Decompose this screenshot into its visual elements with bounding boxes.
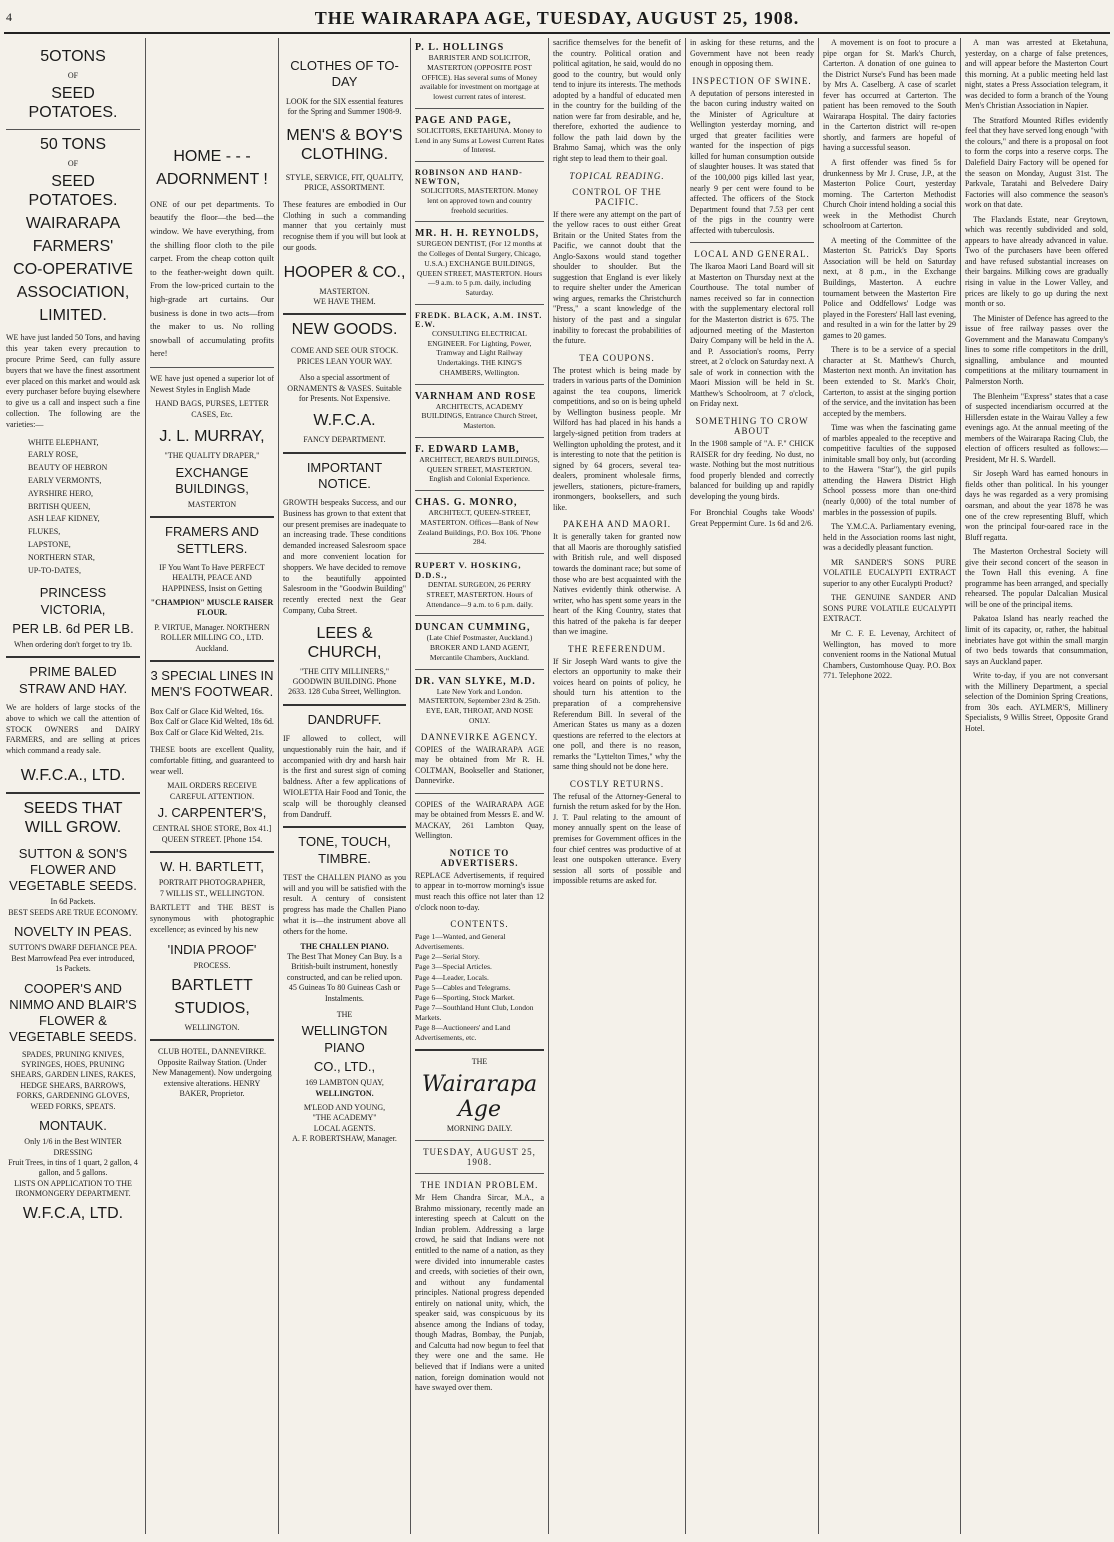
ad-firm: FARMERS' [32,237,114,255]
variety-item: BRITISH QUEEN, [28,501,91,511]
section-heading: CONTENTS. [450,919,509,930]
ad-heading: HOME - - - [173,148,251,165]
flag-subtitle: MORNING DAILY. [446,1123,513,1133]
ad-firm: W.F.C.A., LTD. [20,766,126,784]
variety-item: NORTHERN STAR, [28,552,95,562]
ad-text: 1s Packets. [55,964,91,974]
ad-firm: LIMITED. [39,306,107,324]
variety-item: LAPSTONE, [28,539,71,549]
article-body: in asking for these returns, and the Government have not been ready enough in opposing them. [690,38,814,69]
ad-text: "THE ACADEMY" [312,1113,377,1123]
contents-item: Page 4—Leader, Locals. [415,972,489,982]
card-text: (Late Chief Postmaster, Auckland.) BROKER AND LAND AGENT, Mercantile Chambers, Auckland. [426,633,533,662]
ad-text: Also a special assortment of ORNAMENTS & VASES. Suitable for Presents. Not Expensive. [287,373,402,403]
article-body: sacrifice themselves for the benefit of the country. Political oration and political agitation, he said, would do no good to the country, but would only tend to injure its interests. The methods adopted by a handful of educated men in the country for the building of the nation were far from desirable, and he, therefore, exhorted the audience to follow the path laid down by the Brahmo Samaj, which was the only right step to lead them to their goal. [553,38,681,164]
article-title: COSTLY RETURNS. [569,778,665,789]
ad-heading: COOPER'S AND NIMMO AND BLAIR'S FLOWER & VEGETABLE SEEDS. [9,980,137,1045]
ad-firm: ASSOCIATION, [16,283,130,301]
card-name: P. L. HOLLINGS [415,42,505,53]
article-body: If there were any attempt on the part of the yellow races to oust either Great Britain or the United States from the Pacific, we cannot doubt that the Anglo-Saxons would stand together shoulder to shoulder. But the suggestion that England is ever likely to require shelter under the American wing argues, remarks the Christchurch "Press," a scant knowledge of the history of the past and a singular inability to forecast the probabilities of the future. [553,209,681,346]
ad-text: THE [336,1009,353,1019]
card-name: CHAS. G. MONRO, [415,497,518,508]
ad-text: P. VIRTUE, Manager. NORTHERN ROLLER MILLING CO., LTD. Auckland. [154,622,270,653]
column-divider [685,38,686,1534]
ad-product: THE CHALLEN PIANO. [300,941,389,951]
column-7 [823,38,956,1534]
ad-text: PORTRAIT PHOTOGRAPHER, [158,878,266,888]
flag-the: THE [471,1057,488,1067]
ad-text: EXCHANGE BUILDINGS, [175,464,249,496]
card-name: MR. H. H. REYNOLDS, [415,228,540,240]
ad-text: "THE QUALITY DRAPER," [164,451,260,461]
ad-heading: OF [67,158,79,168]
ad-firm: CO-OPERATIVE [13,260,133,278]
ad-firm: WAIRARAPA [25,215,121,233]
article-title: INSPECTION OF SWINE. [692,75,812,86]
column-4 [415,38,544,1534]
page-number: 4 [6,10,12,24]
dateline: TUESDAY, AUGUST 25, 1908. [423,1147,536,1168]
ad-firm: W.F.C.A. [313,412,376,430]
newspaper-flag: Wairarapa Age [421,1071,538,1122]
ad-heading: SEED POTATOES. [28,173,118,210]
ad-text: CLUB HOTEL, DANNEVIRKE. Opposite Railway Station. (Under New Management). Now undergoing extensive alterations. HENRY BAKER, Proprietor. [152,1047,272,1098]
article-body: Write to-day, if you are not conversant with the Millinery Department, a special selection of the Dominion Spring Creations, from 30s each. AYLMER'S, Millinery Specialists, 9 Willis Street, Opposite Grand Hotel. [965,671,1108,733]
ad-text: COME AND SEE OUR STOCK. PRICES LEAN YOUR WAY. [290,346,399,366]
card-name: F. EDWARD LAMB, [415,443,520,455]
boot-item: Box Calf or Glace Kid Welted, 21s. [150,728,264,738]
column-divider [410,38,411,1534]
article-body: A deputation of persons interested in the bacon curing industry waited on the Minister of Agriculture at Wellington yesterday morning, and urged that greater facilities were wanted for the inspection of pigs killed for human consumption outside of slaughter houses. It was stated that of the 100,000 pigs killed last year, nearly 9 per cent were found to be affected. The officers of the Stock Department found that 7.53 per cent of the pigs in the country were affected with tuberculosis. [690,88,814,235]
ad-firm: J. L. MURRAY, [159,428,265,446]
article-body: A first offender was fined 5s for drunkenness by Mr J. Cruse, J.P., at the Masterton Police Court, yesterday morning. The Carterton Methodist Church Choir intend holding a social this week in the Methodist Church schoolroom at Carterton. [823,158,956,231]
ad-heading: SUTTON & SON'S FLOWER AND VEGETABLE SEEDS. [9,845,137,894]
ad-text: MAIL ORDERS RECEIVE CAREFUL ATTENTION. [167,781,257,801]
article-body: Pakatoa Island has nearly reached the limit of its capacity, or, rather, the habitual inebriates have got within the small margin of two beds towards that consummation, says an Auckland paper. [965,614,1108,666]
card-name: PAGE AND PAGE, [415,114,512,126]
card-text: ARCHITECTS, ACADEMY BUILDINGS, Entrance Church Street, Masterton. [421,401,538,430]
article-title: PAKEHA AND MAORI. [563,519,671,530]
contents-item: Page 6—Sporting, Stock Market. [415,992,515,1002]
contents-item: Page 3—Special Articles. [415,962,492,972]
column-2 [150,38,274,1534]
ad-heading: 3 SPECIAL LINES IN MEN'S FOOTWEAR. [150,668,274,700]
ad-heading: SEED POTATOES. [28,85,118,122]
ad-text: Only 1/6 in the Best WINTER DRESSING [24,1137,122,1157]
variety-item: EARLY ROSE, [28,450,79,460]
ad-text: WELLINGTON. [315,1088,374,1098]
boot-item: Box Calf or Glace Kid Welted, 18s 6d. [150,717,274,727]
ad-text: LISTS ON APPLICATION TO THE IRONMONGERY DEPARTMENT. [14,1178,132,1199]
column-5 [553,38,681,1534]
card-text: SOLICITORS, MASTERTON. Money lent on approved town and country freehold securities. [420,186,539,215]
contents-item: Page 8—Auctioneers' and Land Advertisements, etc. [415,1023,511,1043]
card-text: SURGEON DENTIST, (For 12 months at the Colleges of Dental Surgery, Chicago, U.S.A.) EXCHANGE BUILDINGS, QUEEN STREET, MASTERTON. Hours—9 a.m. to 5 p.m. daily, including Saturday. [416,239,543,297]
column-divider [960,38,961,1534]
ad-heading: PRINCESS VICTORIA, [39,585,107,617]
ad-text: Fruit Trees, in tins of 1 quart, 2 gallon, 4 gallon, and 5 gallons. [8,1157,138,1178]
card-text: ARCHITECT, BEARD'S BUILDINGS, QUEEN STREET, MASTERTON. English and Colonial Experience. [419,454,540,484]
masthead-title: THE WAIRARAPA AGE, TUESDAY, AUGUST 25, 1908. [314,8,800,28]
article-title: CONTROL OF THE PACIFIC. [572,186,662,207]
ad-firm: HOOPER & CO., [283,263,406,281]
article-body: There is to be a service of a special character at St. Matthew's Church, Masterton next month. An invitation has been extended to St. Mark's Choir, Carterton, to assist at the singing portion of the service, and the invitation has been accepted by the members. [823,345,956,418]
ad-firm: WELLINGTON PIANO [301,1023,388,1055]
article-body: For Bronchial Coughs take Woods' Great Peppermint Cure. 1s 6d and 2/6. [690,508,814,528]
article-body: The Blenheim "Express" states that a case of suspected incendiarism occurred at the Hillersden estate in the Wairau Valley a few evenings ago. At the annual meeting of the members of the Wairarapa Racing Club, the election of officers resulted as follows:—President, Mr H. S. Wardell. [965,391,1108,464]
variety-item: EARLY VERMONTS, [28,475,102,485]
ad-text: LOCAL AGENTS. [313,1123,376,1133]
article-body: A meeting of the Committee of the Masterton St. Patrick's Day Sports Association will be held on Saturday next, at 8 p.m., in the Exchange Buildings, Masterton. A euchre tournament between the Masterton Fire Police and Oddfellows' Lodge was played in the Foresters' Hall last evening, and resulted in a win for the latter by 29 games to 20 games. [823,235,956,340]
ad-firm: W. H. BARTLETT, [160,859,264,875]
column-1 [6,38,140,1534]
ad-firm: J. CARPENTER'S, [157,805,267,821]
column-8 [965,38,1108,1534]
variety-item: ASH LEAF KIDNEY, [28,514,100,524]
ad-text: IF You Want To Have PERFECT HEALTH, PEACE AND HAPPINESS, Insist on Getting [159,562,265,593]
ad-text: GROWTH bespeaks Success, and our Business has grown to that extent that our present premises are inadequate to an increasing trade. These conditions demanded increased Salesroom space and more convenient location for shoppers. We have decided to remove to the beautifully appointed Salesroom in the "Goodwin Building" recently erected next the Gear Company, Cuba Street. [283,498,406,616]
ad-text: GOODWIN BUILDING. Phone 2633. 128 Cuba Street, Wellington. [288,676,401,697]
ad-text: When ordering don't forget to try 1b. [14,640,132,650]
card-text: ARCHITECT, QUEEN-STREET, MASTERTON. Offices—Bank of New Zealand Buildings, P.O. Box 106. 'Phone 284. [418,508,541,547]
card-text: BARRISTER AND SOLICITOR, MASTERTON (OPPOSITE POST OFFICE). Has several sums of Money available for investment on mortgage at lowest current rates of interest. [419,53,540,101]
contents-item: Page 7—Southland Hunt Club, London Markets. [415,1002,534,1023]
ad-text: 7 WILLIS ST., WELLINGTON. [159,888,265,898]
article-body: MR SANDER'S SONS PURE VOLATILE EUCALYPTI EXTRACT superior to any other Eucalypti Product? [823,557,956,588]
ad-text: PROCESS. [193,960,231,970]
ad-text: These features are embodied in Our Clothing in such a commanding manner that you certainly must recognise them if you will but look at our goods. [283,199,406,252]
ad-heading: MEN'S & BOY'S CLOTHING. [286,127,403,164]
ad-text: In 6d Packets. [50,897,96,907]
ad-text: WE HAVE THEM. [313,297,376,307]
ad-text: MASTERTON. [319,286,370,296]
ad-text: HAND BAGS, PURSES, LETTER CASES, Etc. [155,399,269,419]
variety-item: WHITE ELEPHANT, [28,437,99,447]
article-title: THE INDIAN PROBLEM. [420,1180,539,1191]
column-divider [818,38,819,1534]
article-body: The Y.M.C.A. Parliamentary evening, held in the Association rooms last night, was a decidedly pleasant function. [823,522,956,553]
boot-item: Box Calf or Glace Kid Welted, 16s. [150,706,264,716]
ad-heading: IMPORTANT NOTICE. [306,459,383,491]
ad-product: "CHAMPION" MUSCLE RAISER FLOUR. [150,598,274,618]
section-heading: NOTICE TO ADVERTISERS. [440,847,519,868]
ad-firm: BARTLETT [171,977,253,995]
ad-heading: TONE, TOUCH, TIMBRE. [298,834,391,866]
variety-list [6,437,140,578]
column-6 [690,38,814,1534]
ad-firm: CO., LTD., [313,1058,376,1074]
ad-text: MASTERTON [187,500,237,510]
card-text: Late New York and London. MASTERTON, September 23rd & 25th. EYE, EAR, THROAT, AND NOSE ONLY. [418,686,541,725]
article-body: If Sir Joseph Ward wants to give the electors an opportunity to make their voices heard on points of policy, he should turn his attention to the preparation of a comprehensive Referendum Bill. In several of the American States us many as a dozen questions are referred to the electors at one poll, and there is no reason, remarks the "Lyttelton Times," why the same thing should not be done here. [553,656,681,772]
card-name: ROBINSON AND HAND-NEWTON, [415,168,523,186]
article-body: Mr C. F. E. Levenay, Architect of Wellington, has moved to more convenient rooms in the National Mutual Chambers, Customhouse Quay. P.O. Box 771. Telephone 2022. [823,628,956,681]
ad-heading: 50 TONS [39,136,107,154]
card-text: CONSULTING ELECTRICAL ENGINEER. For Lighting, Power, Tramway and Light Railway Undertakings. THE KING'S CHAMBERS, Wellington. [427,328,532,377]
article-body: The Masterton Orchestral Society will give their second concert of the season in the Town Hall this evening. A fine programme has been arranged, and specially rehearsed. The popular Dalcalian Musical will be one of the principal items. [965,547,1108,609]
ad-heading: CLOTHES OF TO-DAY [290,58,399,90]
ad-text: The Best That Money Can Buy. Is a British-built instrument, honestly constructed, and can be relied upon. [286,952,403,982]
ad-heading: SEEDS THAT WILL GROW. [23,799,123,836]
column-3 [283,38,406,1534]
card-text: SOLICITORS, EKETAHUNA. Money to Lend in any Sums at Lowest Current Rates of Interest. [415,125,544,155]
variety-item: AYRSHIRE HERO, [28,488,94,498]
ad-heading: OF [67,70,79,80]
ad-text: 45 Guineas To 80 Guineas Cash or Instalments. [288,983,401,1003]
contents-item: Page 5—Cables and Telegrams. [415,982,511,992]
ad-text: IF allowed to collect, will unquestionably ruin the hair, and if accompanied with dry and harsh hair is the first and surest sign of coming baldness. After a few applications of WIOLETTA Hair Food and Tonic, the scalp will be thoroughly cleansed from Dandruff. [283,733,406,819]
article-body: It is generally taken for granted now that all Maoris are thoroughly satisfied with British rule, and well disposed towards the dominant race; but some of those who are best acquainted with the Natives evidently think otherwise. A writer, who has spent some years in the heart of the King Country, states that this hatred of the pakeha is far deeper than we imagine. [553,532,681,637]
article-title: TEA COUPONS. [579,352,655,363]
ad-text: TEST the CHALLEN PIANO as you will and you will be satisfied with the result. A century of consistent progress has made the Challen Piano what it is—the instrument above all others for the home. [283,872,406,936]
article-body: Time was when the fascinating game of marbles appealed to the receptive and competitive faculties of the supposed inimitable small boy only, but (according to the Hawera "Star"), the girl pupils attending the Hawera District High School possess more than one-third (nearly 0,000) of the total number of marbles in the possession of pupils. [823,423,956,517]
article-body: The Stratford Mounted Rifles evidently feel that they have served long enough "with the colours," and there is a proposal on foot to form the corps into a reserve corps. The Dalefield Dairy Factory will be opened for the season on Monday, August 31st. The Parkvale, Taratahi and Belvedere Dairy Factories will also commence the season's work on that date. [965,115,1108,210]
card-name: VARNHAM AND ROSE [415,390,537,402]
ad-text: LOOK for the SIX essential features for the Spring and Summer 1908-9. [285,96,404,116]
card-name: FREDK. BLACK, A.M. INST. E.W. [415,310,543,329]
ad-heading: PRIME BALED STRAW AND HAY. [18,664,128,696]
contents-list [415,932,544,1043]
ad-text: CENTRAL SHOE STORE, Box 41.] QUEEN STREET. [Phone 154. [152,824,272,844]
article-body: A movement is on foot to procure a pipe organ for St. Mark's Church, Carterton. A donation of one guinea to the District Nurse's Fund has been made by Mrs A. Caselberg. A case of scarlet fever has occurred at Carterton. The patient has been removed to the South Wairarapa Hospital. The dairy factories in the Carterton district will re-open shortly, and farmers are hopeful of having a successful season. [823,38,956,153]
ad-heading: NEW GOODS. [291,321,398,339]
card-text: DENTAL SURGEON, 26 PERRY STREET, MASTERTON. Hours of Attendance—9 a.m. to 6 p.m. daily. [426,580,533,609]
contents-item: Page 2—Serial Story. [415,952,480,962]
ad-heading: ADORNMENT ! [156,170,268,188]
ad-text: ONE of our pet departments. To beautify the floor—the bed—the window. We have everything, from the shilling floor cloth to the pile carpet. From the cheap cotton quilt to the feather-weight down quilt. From the low-priced curtain to the high-grade art curtains. Our business is done in two acts—from the maker to us. No rolling snowball of accumulating profits here! [150,198,274,359]
article-body: The Minister of Defence has agreed to the issue of free railway passes over the Government and the Manawatu Company's lines to some rifle competitors in the drill, signalling, ambulance and mounted competitions at the military tournament in Palmerston North. [965,313,1108,386]
ad-text: We are holders of large stocks of the above to which we call the attention of STOCK OWNERS and DAIRY FARMERS, and are selling at prices which command a ready sale. [6,702,140,756]
ad-text: BARTLETT and THE BEST is synonymous with photographic excellence; as evinced by his new [150,903,274,934]
column-divider [145,38,146,1534]
article-body: A man was arrested at Eketahuna, yesterday, on a charge of false pretences, and will appear before the Masterton Court this morning. At a public meeting held last night, states a Press Association telegram, it was decided to form a branch of the Young Men's Christian Association in Napier. [965,38,1108,111]
article-body: The Flaxlands Estate, near Greytown, which was recently subdivided and sold, appears to have already advanced in value. Two of the purchasers have been offered and have refused substantial increases on their bargains. Milking cows are gradually rising in value in the Lower Valley, and prices are likely to go up during the next month or so. [965,214,1108,309]
variety-item: UP-TO-DATES, [28,565,81,575]
body-text: COPIES of the WAIRARAPA AGE may be obtained from Messrs E. and W. MACKAY, 261 Lambton Quay, Wellington. [415,799,544,841]
card-name: RUPERT V. HOSKING, D.D.S., [415,560,522,580]
article-title: SOMETHING TO CROW ABOUT [695,415,809,436]
article-title: LOCAL AND GENERAL. [694,249,810,260]
boot-list [150,707,274,739]
column-divider [548,38,549,1534]
body-text: COPIES of the WAIRARAPA AGE may be obtained from Mr R. H. COLTMAN, Bookseller and Stationer, Dannevirke. [415,744,544,786]
ad-text: THESE boots are excellent Quality, comfortable fitting, and guaranteed to wear well. [150,744,274,776]
ad-heading: NOVELTY IN PEAS. [13,924,132,940]
card-name: DR. VAN SLYKE, M.D. [415,675,536,687]
ad-text: "THE CITY MILLINERS," [299,666,390,676]
ad-text: 169 LAMBTON QUAY, [305,1078,384,1088]
ad-text: FANCY DEPARTMENT. [303,435,386,445]
ad-text: WELLINGTON. [184,1022,240,1032]
column-divider [278,38,279,1534]
ad-firm: W.F.C.A, LTD. [22,1205,124,1223]
ad-text: WE have just landed 50 Tons, and having this year taken every precaution to procure Prime Seed, can fully assure buyers that we have the finest assortment ever placed on this market and would ask every purchaser before buying elsewhere to give us a call and inspect such a fine collection. The following are the varieties:— [6,333,140,429]
ad-text: SPADES, PRUNING KNIVES, SYRINGES, HOES, PRUNING SHEARS, GARDEN LINES, RAKES, HEDGE SHEARS, BARROWS, FORKS, GARDENING GLOVES, WEED FORKS, SPEATS. [10,1049,136,1111]
article-body: Mr Hem Chandra Sircar, M.A., a Brahmo missionary, recently made an interesting speech at Calcutt on the Indian problem. Addressing a large crowd, he said that Indians were not entitled to the name of a nation, as they were divided into innumerable castes and creeds, with societies of their own, and without any fundamental principles. National progress depended entirely on national unity, which, the speaker said, was conspicuous by its absence among the Indians of today, though Madras, Bombay, the Punjab, and Calcutta had now begun to feel that they were one and the same. He believed that if Indians were a united nation, foreign domination would not have swayed over them. [415,1193,544,1393]
ad-heading: FRAMERS AND SETTLERS. [165,524,259,556]
ad-text: M'LEOD AND YOUNG, [303,1102,386,1112]
contents-item: Page 1—Wanted, and General Advertisements. [415,932,506,952]
ad-text: Best Marrowfead Pea ever introduced, [11,953,135,963]
masthead-rule [4,32,1110,34]
article-body: The refusal of the Attorney-General to furnish the return asked for by the Hon. J. T. Paul relating to the amount of money annually spent on the lease of premises for Government offices in the four chief centres was productive of at least one outspoken utterance. Every session all sorts of possible and impossible returns are asked for. [553,791,681,886]
ad-firm: STUDIOS, [174,1000,250,1018]
ad-text: WE have just opened a superior lot of Newest Styles in English Made [150,373,274,394]
ad-firm: LEES & CHURCH, [307,624,382,661]
variety-item: BEAUTY OF HEBRON [28,463,108,473]
ad-price: PER LB. 6d PER LB. [12,620,134,636]
ad-heading: DANDRUFF. [307,711,382,727]
section-heading: TOPICAL READING. [569,170,665,181]
ad-heading: MONTAUK. [39,1117,107,1133]
ad-text: A. F. ROBERTSHAW, Manager. [292,1134,397,1144]
article-body: The protest which is being made by traders in various parts of the Dominion against the tea coupons, limerick competitions, and so on is being upheld by Wellington business people. Mr Wilford has had placed in his hands a largely-signed petition from traders at Wellington upholding the protest, and it is interesting to note that the petition is signed by 64 grocers, several tea-dealers, prominent wholesale firms, jewellers, stationers, picture-framers, ironmongers, booksellers, and such like. [553,365,681,512]
ad-text: BEST SEEDS ARE TRUE ECONOMY. [8,907,138,917]
section-heading: DANNEVIRKE AGENCY. [420,731,539,742]
article-body: Sir Joseph Ward has earned honours in fields other than political. In his younger days he was regarded as a very promising oarsman, and about the year 1878 he was one of the crew representing Bluff, which won the principal four-oared race in the Bluff regatta. [965,469,1108,542]
ad-text: STYLE, SERVICE, FIT, QUALITY, PRICE, ASSORTMENT. [285,173,404,193]
ad-heading: 5OTONS [40,48,106,65]
article-title: THE REFERENDUM. [568,643,666,654]
variety-item: FLUKES, [28,527,61,537]
ad-heading: 'INDIA PROOF' [167,941,257,957]
article-body: The Ikaroa Maori Land Board will sit at Masterton on Thursday next at the Courthouse. The total number of names received so far in connection with the supplementary electoral roll for the Masterton district is 675. The adjourned meeting of the Masterton Dairy Company will be held in the A. and P. Association's rooms, Perry street, at 2 o'clock on Saturday next. A sale of work in connection with the Maori Mission will be held in St. Matthew's Schoolroom, at 7 o'clock, on Friday next. [690,262,814,409]
article-body: THE GENUINE SANDER AND SONS PURE VOLATILE EUCALYPTI EXTRACT. [823,593,956,624]
card-name: DUNCAN CUMMING, [415,622,531,634]
ad-text: SUTTON'S DWARF DEFIANCE PEA. [9,943,137,953]
article-body: In the 1908 sample of "A. F." CHICK RAISER for dry feeding. No dust, no waste. Nothing but the most nutritious food properly blended and correctly balanced for building up and rapidly developing the young birds. [690,438,814,501]
body-text: REPLACE Advertisements, if required to appear in to-morrow morning's issue must reach this office not later than 12 o'clock noon to-day. [415,870,544,912]
